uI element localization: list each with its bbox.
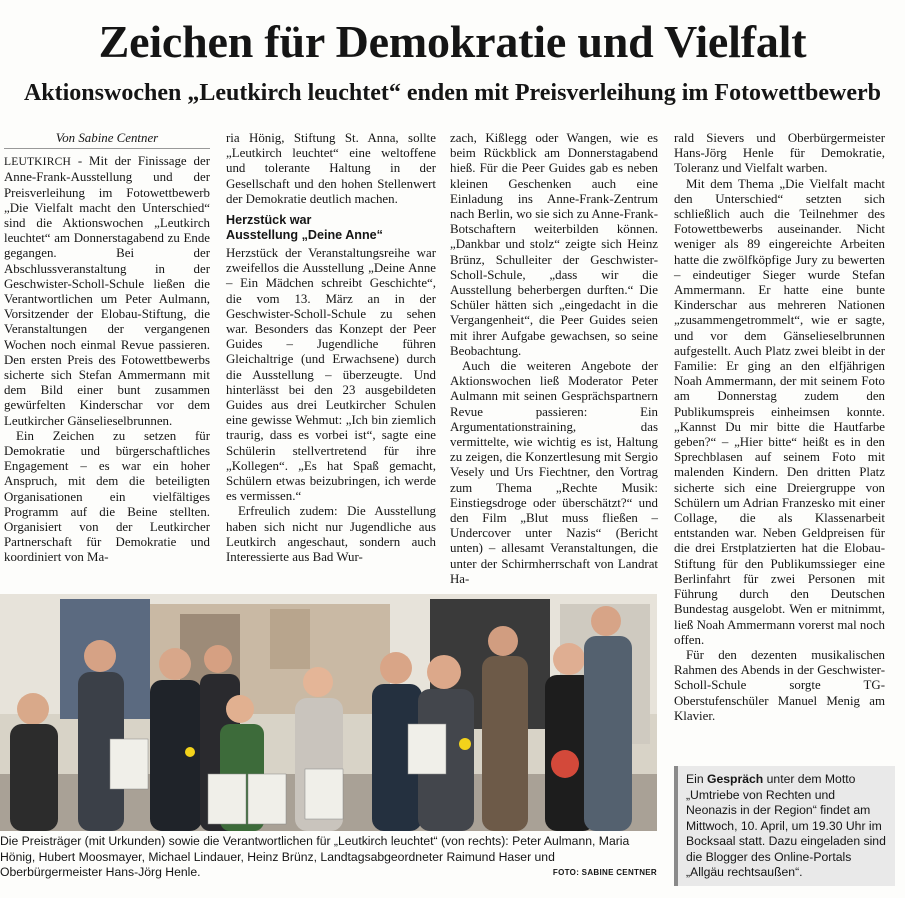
- subheading-line-2: Ausstellung „Deine Anne“: [226, 228, 383, 243]
- article-paragraph: Ein Zeichen zu setzen für Demokratie und bürgerschaftliches Engagement – es war ein hoher Anspruch, mit dem die beteiligten Organisationen ein vielfältiges Programm auf die Beine stellten. Organisiert von der Leutkircher Partnerschaft für Demokratie und koordiniert von Ma-: [4, 428, 210, 565]
- infobox-keyword: Gespräch: [707, 772, 764, 786]
- photo-caption: [0, 834, 657, 881]
- article-column-4: [674, 131, 885, 724]
- infobox-intro: Ein: [686, 772, 704, 786]
- article-lead-paragraph: [4, 154, 210, 429]
- group-photo: [0, 594, 657, 831]
- group-photo-illustration: [0, 594, 657, 831]
- photo-credit: FOTO: SABINE CENTNER: [552, 868, 657, 877]
- article-column-3: [450, 131, 658, 587]
- article-paragraph: Mit dem Thema „Die Vielfalt macht den Unterschied“ setzten sich schließlich auch die Teilnehmer des Fotowettbewerbs auseinander. Nicht weniger als 89 eingereichte Arbeiten hatte die zwölfköpfige Jury zu bewerten – eindeutiger Sieger wurde Stefan Ammermann. Er hatte eine bunte Kinderschar aus mehreren Nationen „zusammengetrommelt“, wie er sagte, und vor dem Gänselieselbrunnen aufgestellt. Auch Platz zwei bleibt in der Familie: Er ging an den elfjährigen Noah Ammermann, der mit seinem Foto am Donnerstag zudem den Publikumspreis einheimsen konnte. „Kannst Du mir bitte die Hautfarbe geben?“ – „Hier bitte“ heißt es in den Sprechblasen auf seinem Foto mit malenden Kindern. Den dritten Platz sicherte sich eine Dreiergruppe von Schülern um Adrian Franzesko mit einer Collage, die als Klassenarbeit entstanden war. Neben Geldpreisen für die drei Erstplatzierten hat die Elobau-Stiftung für den Publikumssieger eine Berlinfahrt für zwei Personen mit Führung durch den Deutschen Bundestag ausgelobt. Wen er mitnimmt, ließ Noah Ammermann vorerst mal noch offen.: [674, 176, 885, 647]
- article-column-1: [4, 131, 210, 566]
- article-column-2: [226, 131, 436, 565]
- subheadline: Aktionswochen „Leutkirch leuchtet“ enden mit Preisverleihung im Fotowettbewerb: [23, 80, 882, 106]
- caption-text: Die Preisträger (mit Urkunden) sowie die Verantwortlichen für „Leutkirch leuchtet“ (von rechts): Peter Aulmann, Maria Hönig, Hubert Moosmayer, Michael Lindauer, Heinz Brünz, Landtagsabgeordneter Raimund Haser und Oberbürgermeister Hans-Jörg Henle.: [0, 834, 630, 879]
- headline: Zeichen für Demokratie und Vielfalt: [98, 16, 807, 67]
- event-info-box: [674, 766, 895, 886]
- article-paragraph: Auch die weiteren Angebote der Aktionswochen ließ Moderator Peter Aulmann mit seinen Gesprächspartnern Revue passieren: Ein Argumentationstraining, das vermittelte, wie wichtig es ist, Haltung zu zeigen, die Konzertlesung mit Sergio Vesely und Urs Fiechtner, den Vortrag zum Thema „Rechte Musik: Einstiegsdroge oder überschätzt?“ und den Film „Blut muss fließen – Undercover unter Nazis“ (Bericht unten) – allesamt Veranstaltungen, die unter der Schirmherrschaft von Landrat Ha-: [450, 359, 658, 586]
- section-subheading: [226, 213, 436, 243]
- article-paragraph: Für den dezenten musikalischen Rahmen des Abends in der Geschwister-Scholl-Schule sorgte TG-Oberstufenschüler Manuel Menig am Klavier.: [674, 647, 885, 723]
- article-paragraph: zach, Kißlegg oder Wangen, wie es beim Rückblick am Donnerstagabend hieß. Für die Peer Guides gab es neben kleinen Geschenken auch eine Einladung ins Anne-Frank-Zentrum nach Berlin, wo sie sich zu Anne-Frank-Botschaftern weiterbilden können. „Dankbar und stolz“ zeigte sich Heinz Brünz, Schulleiter der Geschwister-Scholl-Schule, „dass wir die Ausstellung beherbergen durften.“ Die Schüler hätten sich „eingedacht in die Vergangenheit“, die Peer Guides seien mit ihrer Aufgabe gewachsen, so seine Beobachtung.: [450, 131, 658, 358]
- byline: Von Sabine Centner: [4, 131, 210, 149]
- infobox-text: unter dem Motto „Umtriebe von Rechten und Neonazis in der Region“ findet am Mittwoch, 10. April, um 19.30 Uhr im Bocksaal statt. Dazu eingeladen sind die Blogger des Online-Portals „Allgäu rechtsaußen“.: [686, 772, 886, 879]
- article-paragraph: Erfreulich zudem: Die Ausstellung haben sich nicht nur Jugendliche aus Leutkirch angeschaut, sondern auch Interessierte aus Bad Wur-: [226, 504, 436, 565]
- lead-text: - Mit der Finissage der Anne-Frank-Ausstellung und der Preisverleihung im Fotowettbewerb „Die Vielfalt macht den Unterschied“ sind die Aktionswochen „Leutkirch leuchtet“ am Donnerstagabend zu Ende gegangen. Bei der Abschlussveranstaltung in der Geschwister-Scholl-Schule ließen die Verantwortlichen um Peter Aulmann, Vorsitzender der Elobau-Stiftung, die Veranstaltungen der vergangenen Wochen noch einmal Revue passieren. Den ersten Preis des Fotowettbewerbs sicherte sich Stefan Ammermann mit dem Bild einer bunt zusammen gewürfelten Kinderschar vor dem Leutkircher Gänselieselbrunnen.: [4, 154, 210, 428]
- article-paragraph: Herzstück der Veranstaltungsreihe war zweifellos die Ausstellung „Deine Anne – Ein Mädchen schreibt Geschichte“, die vom 13. März an in der Geschwister-Scholl-Schule zu sehen war. Besonders das Konzept der Peer Guides – Jugendliche führen Gleichaltrige (und Erwachsene) durch die Ausstellung – überzeugte. Und hinterlässt bei den 23 ausgebildeten Guides aus drei Leutkircher Schulen eine gewisse Wehmut: „Ich bin ziemlich traurig, dass es vorbei ist“, sagte eine Schülerin stellvertretend für ihre „Kollegen“. „Es hat Spaß gemacht, Schülern etwas beizubringen, ich werde es vermissen.“: [226, 246, 436, 504]
- subheading-line-1: Herzstück war: [226, 213, 312, 228]
- article-paragraph: rald Sievers und Oberbürgermeister Hans-Jörg Henle für Demokratie, Toleranz und Vielfalt warben.: [674, 131, 885, 176]
- article-paragraph: ria Hönig, Stiftung St. Anna, sollte „Leutkirch leuchtet“ eine weltoffene und tolerante Haltung in der Gesellschaft und den hohen Stellenwert der Demokratie deutlich machen.: [226, 131, 436, 206]
- dateline: LEUTKIRCH: [4, 156, 71, 169]
